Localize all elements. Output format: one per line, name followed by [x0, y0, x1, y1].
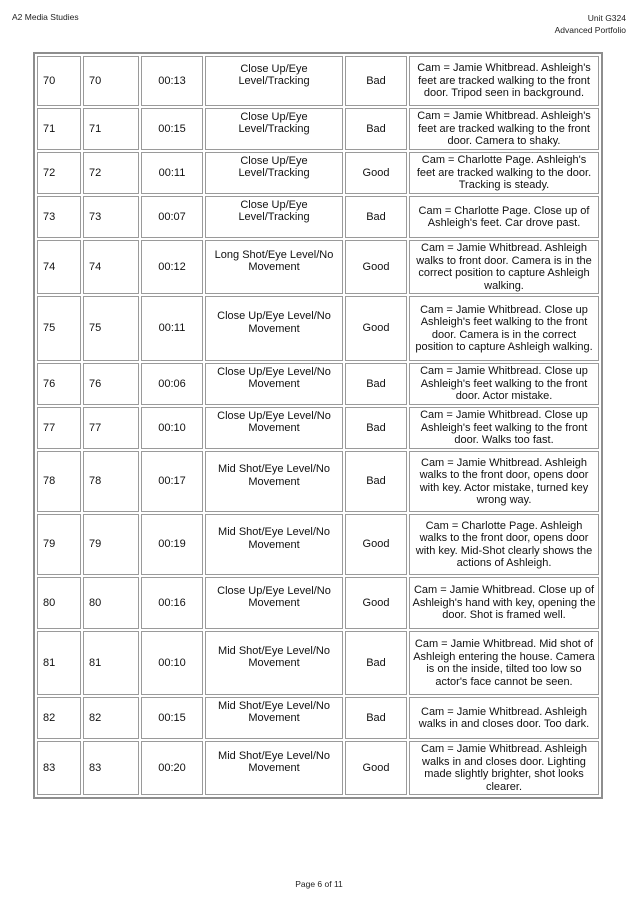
shot-type-text: Close Up/Eye Level/No Movement — [217, 310, 331, 335]
take-number-cell: 77 — [83, 407, 139, 449]
table-row — [37, 56, 599, 106]
table-row — [37, 152, 599, 194]
clip-number-cell: 83 — [37, 741, 81, 795]
duration-cell: 00:20 — [141, 741, 203, 795]
shot-type-text: Close Up/Eye Level/No Movement — [217, 584, 331, 609]
take-number-cell: 71 — [83, 108, 139, 150]
shot-log-body — [37, 56, 599, 795]
shot-type-cell — [205, 577, 343, 629]
take-number-cell: 72 — [83, 152, 139, 194]
header-subject: A2 Media Studies — [12, 12, 79, 22]
shot-log-table — [33, 52, 603, 799]
shot-type-cell — [205, 108, 343, 150]
rating-cell: Good — [345, 296, 407, 361]
notes-cell: Cam = Charlotte Page. Close up of Ashleigh's feet. Car drove past. — [409, 196, 599, 238]
take-number-cell: 74 — [83, 240, 139, 294]
notes-cell: Cam = Jamie Whitbread. Mid shot of Ashleigh entering the house. Camera is on the inside, tilted too low so actor's face cannot be seen. — [409, 631, 599, 695]
header-portfolio: Advanced Portfolio — [554, 25, 626, 35]
duration-cell: 00:19 — [141, 514, 203, 575]
clip-number-cell: 77 — [37, 407, 81, 449]
table-row — [37, 577, 599, 629]
table-row — [37, 741, 599, 795]
shot-type-text: Long Shot/Eye Level/No Movement — [214, 248, 334, 273]
take-number-cell: 83 — [83, 741, 139, 795]
rating-cell: Bad — [345, 697, 407, 739]
table-row — [37, 240, 599, 294]
rating-cell: Bad — [345, 56, 407, 106]
notes-cell: Cam = Jamie Whitbread. Close up Ashleigh's feet walking to the front door. Camera is in the correct position to capture Ashleigh walking. — [409, 296, 599, 361]
header-unit — [555, 12, 626, 36]
shot-type-cell — [205, 514, 343, 575]
notes-cell: Cam = Charlotte Page. Ashleigh walks to the front door, opens door with key. Mid-Shot clearly shows the actions of Ashleigh. — [409, 514, 599, 575]
rating-cell: Bad — [345, 196, 407, 238]
clip-number-cell: 74 — [37, 240, 81, 294]
shot-type-text: Close Up/Eye Level/Tracking — [238, 62, 310, 87]
duration-cell: 00:13 — [141, 56, 203, 106]
clip-number-cell: 73 — [37, 196, 81, 238]
rating-cell: Bad — [345, 631, 407, 695]
table-row — [37, 363, 599, 405]
take-number-cell: 81 — [83, 631, 139, 695]
shot-type-cell — [205, 451, 343, 512]
notes-cell: Cam = Jamie Whitbread. Close up Ashleigh's feet walking to the front door. Walks too fast. — [409, 407, 599, 449]
notes-cell: Cam = Jamie Whitbread. Close up of Ashleigh's hand with key, opening the door. Shot is framed well. — [409, 577, 599, 629]
shot-type-text: Mid Shot/Eye Level/No Movement — [218, 644, 330, 669]
shot-type-cell — [205, 407, 343, 449]
table-row — [37, 196, 599, 238]
duration-cell: 00:10 — [141, 407, 203, 449]
clip-number-cell: 81 — [37, 631, 81, 695]
duration-cell: 00:11 — [141, 152, 203, 194]
rating-cell: Good — [345, 152, 407, 194]
shot-type-text: Close Up/Eye Level/No Movement — [217, 365, 331, 390]
shot-type-cell — [205, 152, 343, 194]
duration-cell: 00:16 — [141, 577, 203, 629]
duration-cell: 00:06 — [141, 363, 203, 405]
notes-cell: Cam = Jamie Whitbread. Ashleigh walks to the front door, opens door with key. Actor mistake, turned key wrong way. — [409, 451, 599, 512]
page-number: Page 6 of 11 — [295, 879, 343, 889]
shot-type-text: Mid Shot/Eye Level/No Movement — [218, 526, 330, 551]
shot-type-text: Mid Shot/Eye Level/No Movement — [218, 749, 330, 774]
notes-cell: Cam = Jamie Whitbread. Ashleigh walks in and closes door. Lighting made slightly brighter, shot looks clearer. — [409, 741, 599, 795]
duration-cell: 00:15 — [141, 108, 203, 150]
rating-cell: Good — [345, 577, 407, 629]
shot-type-cell — [205, 296, 343, 361]
notes-cell: Cam = Jamie Whitbread. Ashleigh's feet are tracked walking to the front door. Tripod seen in background. — [409, 56, 599, 106]
table-row — [37, 451, 599, 512]
shot-type-cell — [205, 741, 343, 795]
rating-cell: Good — [345, 741, 407, 795]
take-number-cell: 79 — [83, 514, 139, 575]
take-number-cell: 82 — [83, 697, 139, 739]
table-row — [37, 108, 599, 150]
shot-type-cell — [205, 631, 343, 695]
notes-cell: Cam = Jamie Whitbread. Close up Ashleigh's feet walking to the front door. Actor mistake. — [409, 363, 599, 405]
clip-number-cell: 82 — [37, 697, 81, 739]
shot-type-cell — [205, 363, 343, 405]
take-number-cell: 73 — [83, 196, 139, 238]
shot-type-cell — [205, 56, 343, 106]
rating-cell: Bad — [345, 363, 407, 405]
shot-type-text: Mid Shot/Eye Level/No Movement — [218, 699, 330, 724]
clip-number-cell: 72 — [37, 152, 81, 194]
rating-cell: Bad — [345, 108, 407, 150]
duration-cell: 00:07 — [141, 196, 203, 238]
shot-type-text: Mid Shot/Eye Level/No Movement — [218, 463, 330, 488]
shot-type-text: Close Up/Eye Level/Tracking — [238, 110, 310, 135]
clip-number-cell: 76 — [37, 363, 81, 405]
duration-cell: 00:17 — [141, 451, 203, 512]
shot-type-text: Close Up/Eye Level/Tracking — [238, 198, 310, 223]
clip-number-cell: 75 — [37, 296, 81, 361]
rating-cell: Good — [345, 240, 407, 294]
shot-type-text: Close Up/Eye Level/Tracking — [238, 154, 310, 179]
header-unit-code: Unit G324 — [587, 13, 626, 23]
notes-cell: Cam = Jamie Whitbread. Ashleigh's feet are tracked walking to the front door. Camera to shaky. — [409, 108, 599, 150]
take-number-cell: 76 — [83, 363, 139, 405]
clip-number-cell: 71 — [37, 108, 81, 150]
shot-type-text: Close Up/Eye Level/No Movement — [217, 409, 331, 434]
notes-cell: Cam = Jamie Whitbread. Ashleigh walks in and closes door. Too dark. — [409, 697, 599, 739]
notes-cell: Cam = Charlotte Page. Ashleigh's feet are tracked walking to the door. Tracking is steady. — [409, 152, 599, 194]
clip-number-cell: 78 — [37, 451, 81, 512]
table-row — [37, 407, 599, 449]
duration-cell: 00:11 — [141, 296, 203, 361]
table-row — [37, 514, 599, 575]
clip-number-cell: 70 — [37, 56, 81, 106]
duration-cell: 00:15 — [141, 697, 203, 739]
take-number-cell: 70 — [83, 56, 139, 106]
shot-type-cell — [205, 196, 343, 238]
clip-number-cell: 79 — [37, 514, 81, 575]
table-row — [37, 296, 599, 361]
shot-type-cell — [205, 697, 343, 739]
take-number-cell: 78 — [83, 451, 139, 512]
rating-cell: Bad — [345, 407, 407, 449]
clip-number-cell: 80 — [37, 577, 81, 629]
table-row — [37, 631, 599, 695]
rating-cell: Bad — [345, 451, 407, 512]
duration-cell: 00:10 — [141, 631, 203, 695]
shot-type-cell — [205, 240, 343, 294]
take-number-cell: 75 — [83, 296, 139, 361]
table-row — [37, 697, 599, 739]
take-number-cell: 80 — [83, 577, 139, 629]
rating-cell: Good — [345, 514, 407, 575]
notes-cell: Cam = Jamie Whitbread. Ashleigh walks to front door. Camera is in the correct position to capture Ashleigh walking. — [409, 240, 599, 294]
duration-cell: 00:12 — [141, 240, 203, 294]
